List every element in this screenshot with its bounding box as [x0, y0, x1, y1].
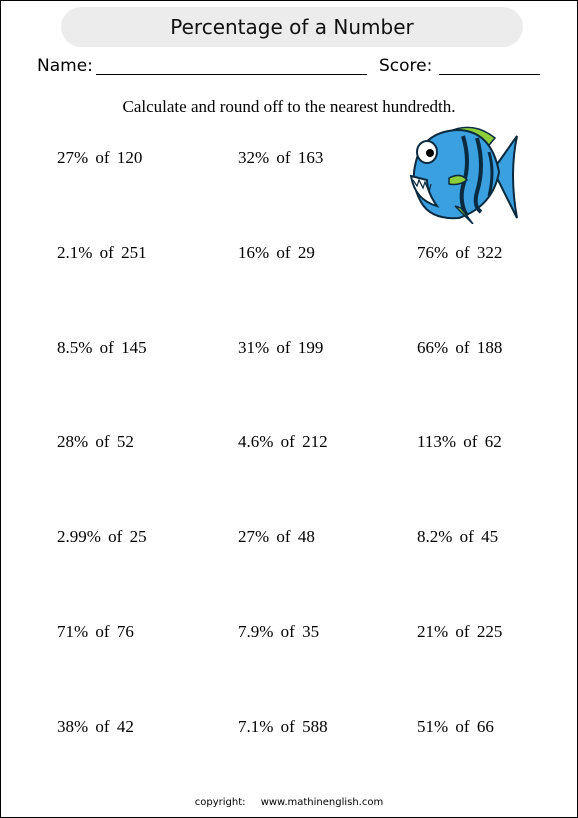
instructions: Calculate and round off to the nearest hundredth. — [122, 97, 456, 116]
name-label: Name: — [37, 56, 93, 76]
copyright-label: copyright: — [194, 797, 246, 808]
problem-5-1: 2.99% of 25 — [57, 527, 147, 546]
problem-3-2: 31% of 199 — [238, 338, 324, 357]
problem-1-1: 27% of 120 — [57, 148, 143, 167]
problem-7-2: 7.1% of 588 — [238, 717, 328, 736]
problem-2-3: 76% of 322 — [417, 243, 503, 262]
site-link[interactable]: www.mathinenglish.com — [260, 797, 384, 808]
problem-5-3: 8.2% of 45 — [417, 527, 499, 546]
problem-4-2: 4.6% of 212 — [238, 432, 328, 451]
problem-3-3: 66% of 188 — [417, 338, 503, 357]
problem-5-2: 27% of 48 — [238, 527, 315, 546]
name-line — [96, 74, 367, 75]
problem-6-2: 7.9% of 35 — [238, 622, 320, 641]
problem-6-1: 71% of 76 — [57, 622, 134, 641]
page-title: Percentage of a Number — [61, 7, 523, 47]
score-line — [439, 74, 540, 75]
problem-4-1: 28% of 52 — [57, 432, 134, 451]
problem-3-1: 8.5% of 145 — [57, 338, 147, 357]
footer — [0, 797, 578, 808]
problem-7-3: 51% of 66 — [417, 717, 494, 736]
piranha-fish-icon — [405, 122, 521, 224]
score-label: Score: — [379, 56, 433, 76]
problem-1-2: 32% of 163 — [238, 148, 324, 167]
problem-2-1: 2.1% of 251 — [57, 243, 147, 262]
problem-7-1: 38% of 42 — [57, 717, 134, 736]
problem-4-3: 113% of 62 — [417, 432, 502, 451]
problem-6-3: 21% of 225 — [417, 622, 503, 641]
problem-2-2: 16% of 29 — [238, 243, 315, 262]
